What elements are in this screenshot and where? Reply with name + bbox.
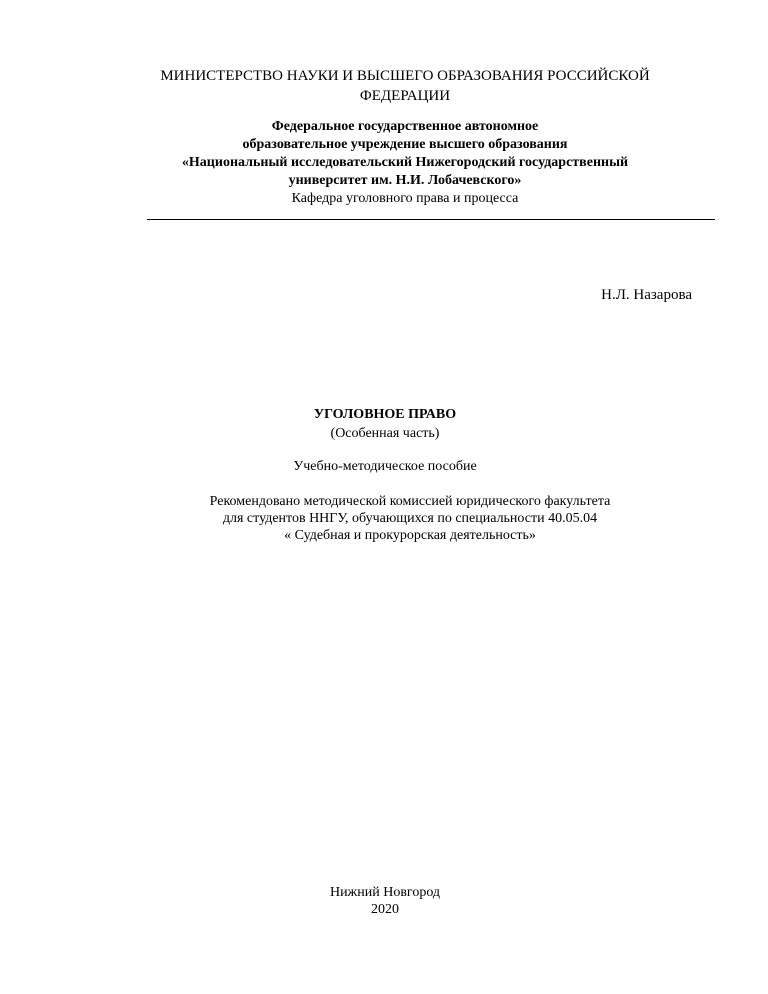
institution-line-4: университет им. Н.И. Лобачевского» [288, 173, 522, 188]
title-block [200, 405, 570, 443]
document-subtitle: (Особенная часть) [330, 426, 440, 441]
document-title: УГОЛОВНОЕ ПРАВО [313, 407, 457, 422]
ministry-header [100, 66, 710, 106]
header-divider [147, 219, 715, 220]
institution-line-2: образовательное учреждение высшего образования [242, 137, 568, 152]
institution-line-1: Федеральное государственное автономное [271, 119, 539, 134]
recommendation-block [120, 493, 700, 544]
imprint-city: Нижний Новгород [329, 885, 441, 900]
imprint-year: 2020 [371, 902, 399, 917]
recommendation-line-2: для студентов ННГУ, обучающихся по специальности 40.05.04 [222, 511, 598, 526]
ministry-line-1: МИНИСТЕРСТВО НАУКИ И ВЫСШЕГО ОБРАЗОВАНИЯ РОССИЙСКОЙ [160, 68, 650, 84]
recommendation-line-1: Рекомендовано методической комиссией юридического факультета [209, 494, 611, 509]
document-type-label: Учебно-методическое пособие [293, 459, 477, 474]
imprint-block [250, 884, 520, 918]
document-type [200, 457, 570, 476]
institution-line-3: «Национальный исследовательский Нижегородский государственный [181, 155, 629, 170]
ministry-line-2: ФЕДЕРАЦИИ [359, 88, 451, 104]
department-name: Кафедра уголовного права и процесса [291, 191, 519, 206]
author-name: Н.Л. Назарова [601, 287, 692, 303]
institution-block [100, 118, 710, 208]
recommendation-line-3: « Судебная и прокурорская деятельность» [284, 528, 536, 543]
